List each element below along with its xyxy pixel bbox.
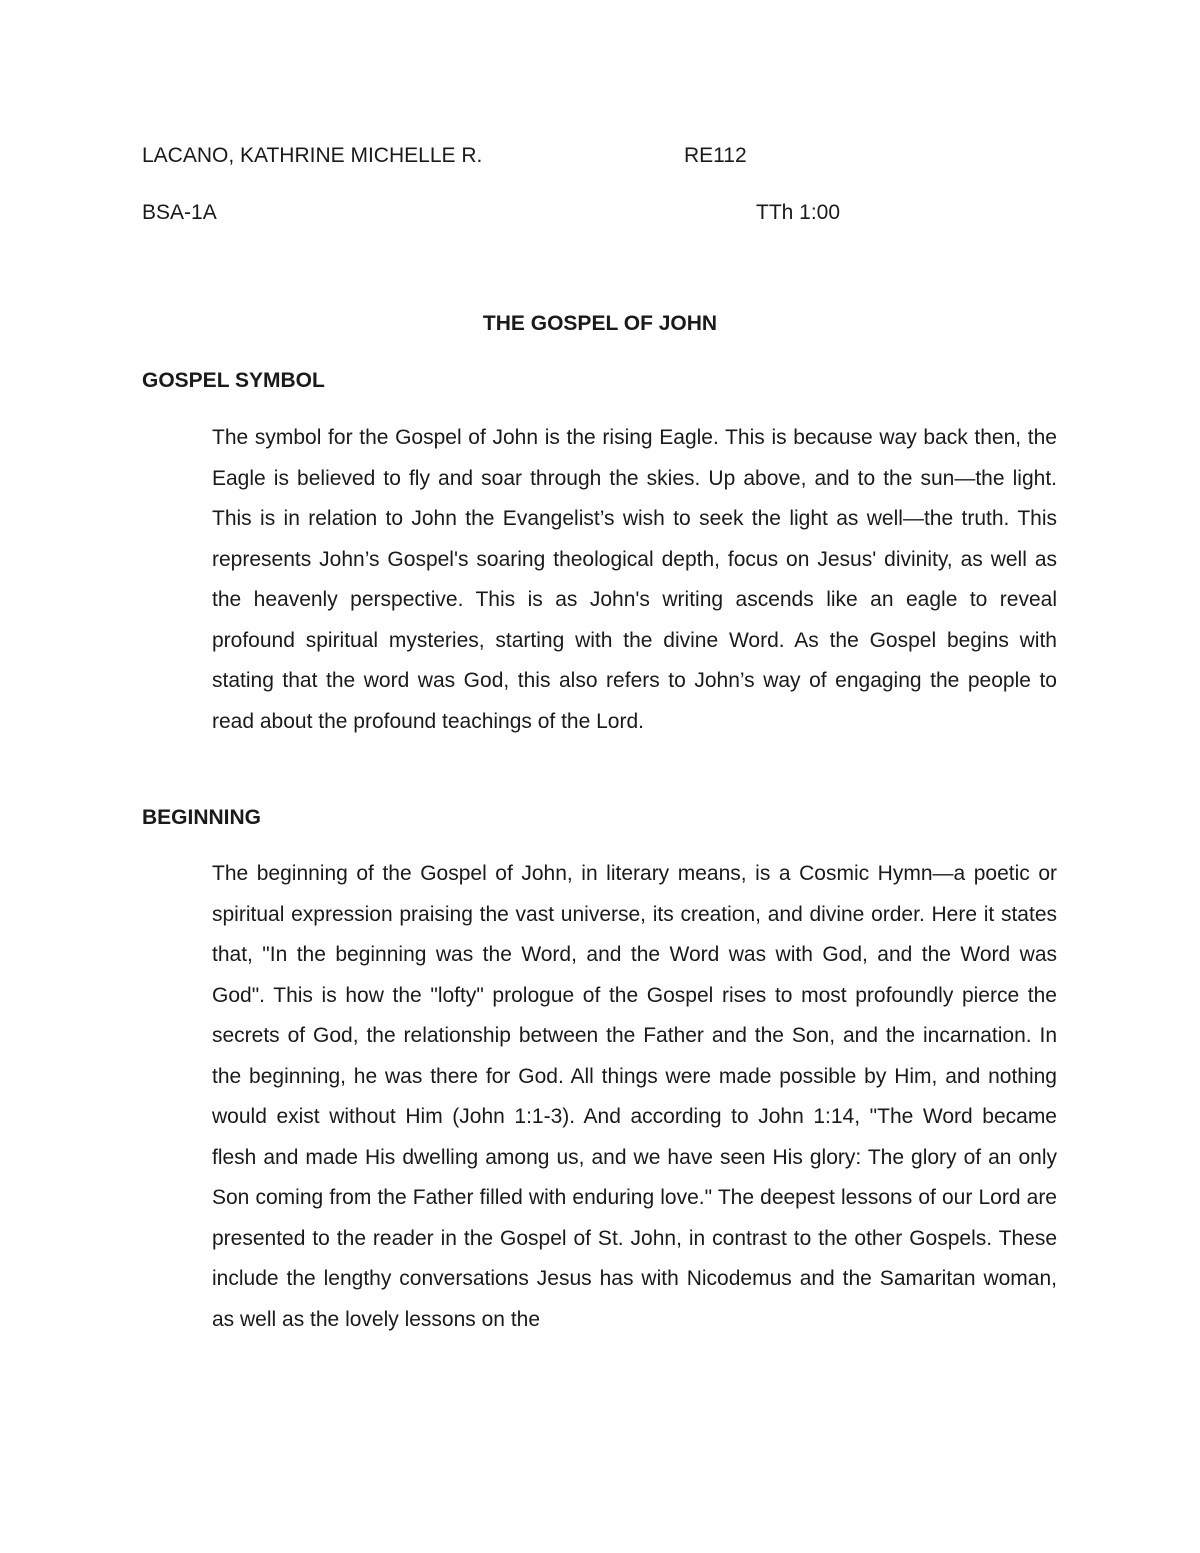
- class-schedule: TTh 1:00: [756, 201, 841, 224]
- student-name: LACANO, KATHRINE MICHELLE R.: [142, 144, 483, 167]
- section-label: BSA-1A: [142, 201, 217, 224]
- section-heading-beginning: BEGINNING: [142, 806, 262, 829]
- section-body-gospel-symbol: The symbol for the Gospel of John is the rising Eagle. This is because way back then, the Eagle is believed to fly and soar through the skies. Up above, and to the sun—the light. This is in relation to John the Evangelist’s wish to seek the light as well—the truth. This represents John’s Gospel's soaring theological depth, focus on Jesus' divinity, as well as the heavenly perspective. This is as John's writing ascends like an eagle to reveal profound spiritual mysteries, starting with the divine Word. As the Gospel begins with stating that the word was God, this also refers to John’s way of engaging the people to read about the profound teachings of the Lord.: [212, 426, 1057, 733]
- section-heading-gospel-symbol: GOSPEL SYMBOL: [142, 369, 325, 392]
- section-body-beginning: The beginning of the Gospel of John, in literary means, is a Cosmic Hymn—a poetic or spiritual expression praising the vast universe, its creation, and divine order. Here it states that, "In the beginning was the Word, and the Word was with God, and the Word was God". This is how the "lofty" prologue of the Gospel rises to most profoundly pierce the secrets of God, the relationship between the Father and the Son, and the incarnation. In the beginning, he was there for God. All things were made possible by Him, and nothing would exist without Him (John 1:1-3). And according to John 1:14, "The Word became flesh and made His dwelling among us, and we have seen His glory: The glory of an only Son coming from the Father filled with enduring love." The deepest lessons of our Lord are presented to the reader in the Gospel of St. John, in contrast to the other Gospels. These include the lengthy conversations Jesus has with Nicodemus and the Samaritan woman, as well as the lovely lessons on the: [212, 862, 1057, 1331]
- document-title: THE GOSPEL OF JOHN: [482, 312, 718, 335]
- course-code: RE112: [684, 144, 747, 167]
